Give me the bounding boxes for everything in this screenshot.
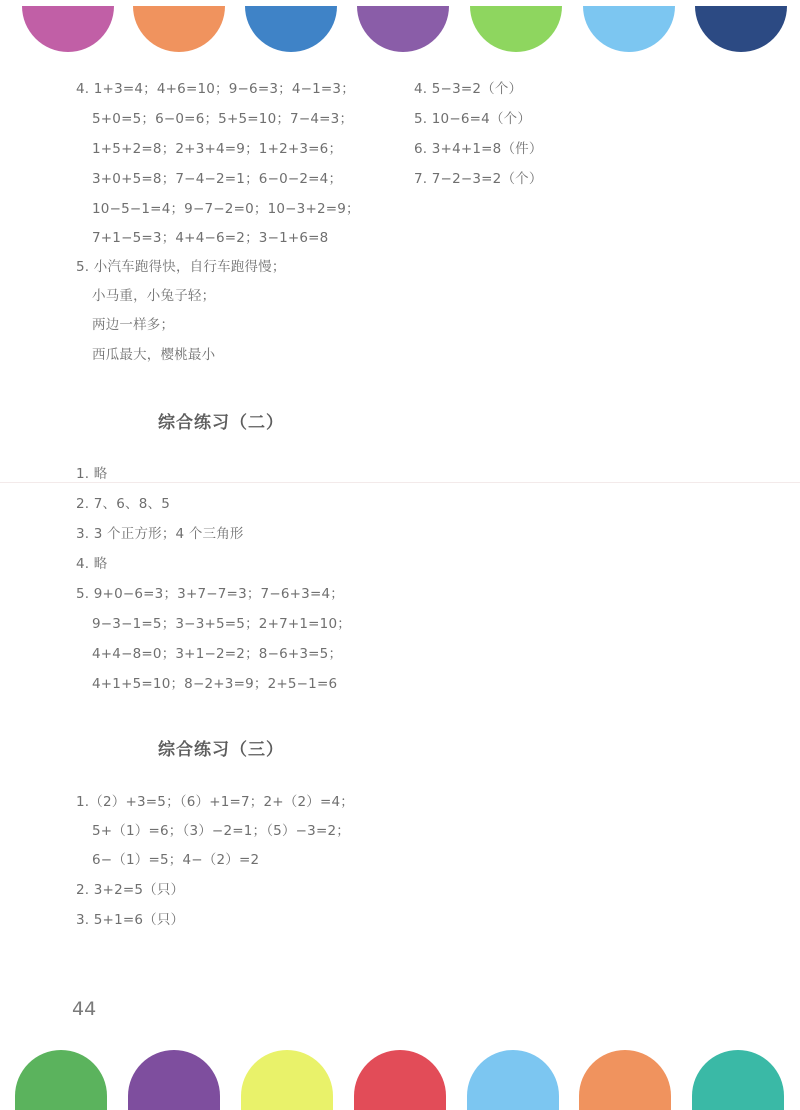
bottom-decoration [0, 1040, 800, 1103]
answer-line: 3. 3 个正方形；4 个三角形 [76, 526, 244, 542]
fold-line [0, 482, 800, 483]
bottom-dot [15, 1050, 107, 1110]
answer-line: 小马重，小兔子轻； [92, 288, 216, 304]
bottom-dot [241, 1050, 333, 1110]
bottom-dot [354, 1050, 446, 1110]
answer-line: 6. 3+4+1=8（件） [414, 141, 543, 157]
bottom-dot [579, 1050, 671, 1110]
answer-line: 1.（2）+3=5；（6）+1=7；2+（2）=4； [76, 794, 355, 810]
answer-line: 西瓜最大，樱桃最小 [92, 347, 216, 363]
answer-line: 7+1−5=3；4+4−6=2；3−1+6=8 [92, 230, 329, 246]
top-dot [583, 6, 675, 52]
answer-line: 6−（1）=5；4−（2）=2 [92, 852, 260, 868]
answer-line: 2. 3+2=5（只） [76, 882, 185, 898]
answer-line: 5. 10−6=4（个） [414, 111, 532, 127]
answer-line: 5+（1）=6；（3）−2=1；（5）−3=2； [92, 823, 350, 839]
answer-line: 4. 1+3=4；4+6=10；9−6=3；4−1=3； [76, 81, 355, 97]
bottom-dot [467, 1050, 559, 1110]
top-decoration [0, 0, 800, 60]
page-number: 44 [72, 998, 97, 1020]
answer-line: 1+5+2=8；2+3+4=9；1+2+3=6； [92, 141, 343, 157]
answer-line: 4+1+5=10；8−2+3=9；2+5−1=6 [92, 676, 338, 692]
answer-line: 5. 小汽车跑得快，自行车跑得慢； [76, 259, 286, 275]
answer-line: 3. 5+1=6（只） [76, 912, 185, 928]
top-dot [470, 6, 562, 52]
bottom-dot [692, 1050, 784, 1110]
answer-line: 两边一样多； [92, 317, 175, 333]
top-dot [357, 6, 449, 52]
top-dot [133, 6, 225, 52]
section-title: 综合练习（三） [158, 740, 284, 760]
top-dot [22, 6, 114, 52]
top-dot [695, 6, 787, 52]
answer-line: 9−3−1=5；3−3+5=5；2+7+1=10； [92, 616, 351, 632]
answer-line: 4. 略 [76, 556, 108, 572]
answer-line: 2. 7、6、8、5 [76, 496, 171, 512]
answer-line: 5+0=5；6−0=6；5+5=10；7−4=3； [92, 111, 354, 127]
bottom-dot [128, 1050, 220, 1110]
answer-line: 5. 9+0−6=3；3+7−7=3；7−6+3=4； [76, 586, 344, 602]
answer-line: 7. 7−2−3=2（个） [414, 171, 543, 187]
answer-line: 1. 略 [76, 466, 108, 482]
top-dot [245, 6, 337, 52]
section-title: 综合练习（二） [158, 413, 284, 433]
answer-line: 3+0+5=8；7−4−2=1；6−0−2=4； [92, 171, 343, 187]
answer-line: 4+4−8=0；3+1−2=2；8−6+3=5； [92, 646, 343, 662]
answer-line: 10−5−1=4；9−7−2=0；10−3+2=9； [92, 201, 360, 217]
answer-line: 4. 5−3=2（个） [414, 81, 523, 97]
